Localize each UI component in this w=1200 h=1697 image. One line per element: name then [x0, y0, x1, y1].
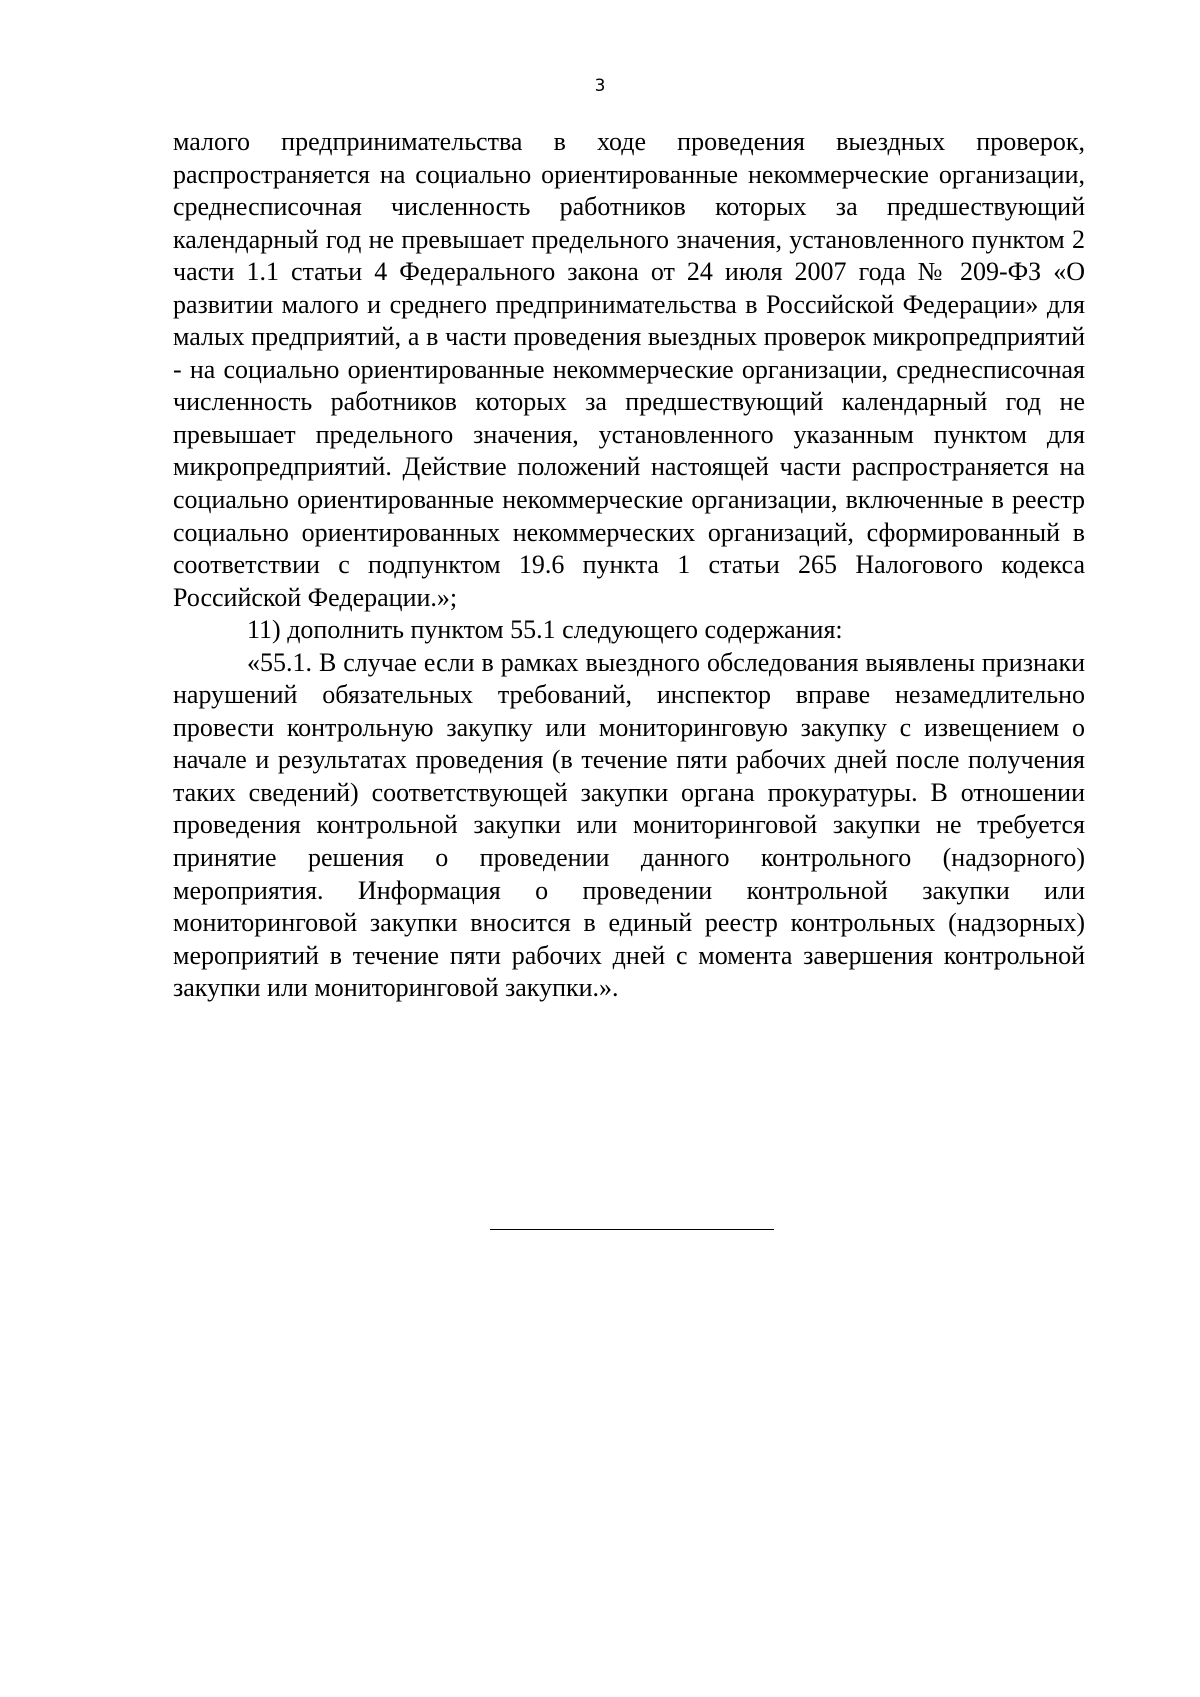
paragraph-item-55-1: «55.1. В случае если в рамках выездного обследования выявлены признаки нарушений обязательных требований, инспектор вправе незамедлительно провести контрольную закупку или мониторинговую закупку с извещением о начале и результатах проведения (в течение пяти рабочих дней после получения таких сведений) соответствующей закупки органа прокуратуры. В отношении проведения контрольной закупки или мониторинговой закупки не требуется принятие решения о проведении данного контрольного (надзорного) мероприятия. Информация о проведении контрольной закупки или мониторинговой закупки вносится в единый реестр контрольных (надзорных) мероприятий в течение пяти рабочих дней с момента завершения контрольной закупки или мониторинговой закупки.».: [173, 647, 1085, 1003]
page-number: 3: [594, 76, 606, 96]
end-separator-line: [490, 1229, 774, 1230]
paragraph-continuation: малого предпринимательства в ходе проведения выездных проверок, распространяется на социально ориентированные некоммерческие организации, среднесписочная численность работников которых за предшествующий календарный год не превышает предельного значения, установленного пунктом 2 части 1.1 статьи 4 Федерального закона от 24 июля 2007 года № 209-ФЗ «О развитии малого и среднего предпринимательства в Российской Федерации» для малых предприятий, а в части проведения выездных проверок микропредприятий - на социально ориентированные некоммерческие организации, среднесписочная численность работников которых за предшествующий календарный год не превышает предельного значения, установленного указанным пунктом для микропредприятий. Действие положений настоящей части распространяется на социально ориентированные некоммерческие организации, включенные в реестр социально ориентированных некоммерческих организаций, сформированный в соответствии с подпунктом 19.6 пункта 1 статьи 265 Налогового кодекса Российской Федерации.»;: [173, 127, 1085, 612]
paragraph-item-11: 11) дополнить пунктом 55.1 следующего содержания:: [247, 615, 843, 645]
document-body: [173, 126, 1085, 1005]
